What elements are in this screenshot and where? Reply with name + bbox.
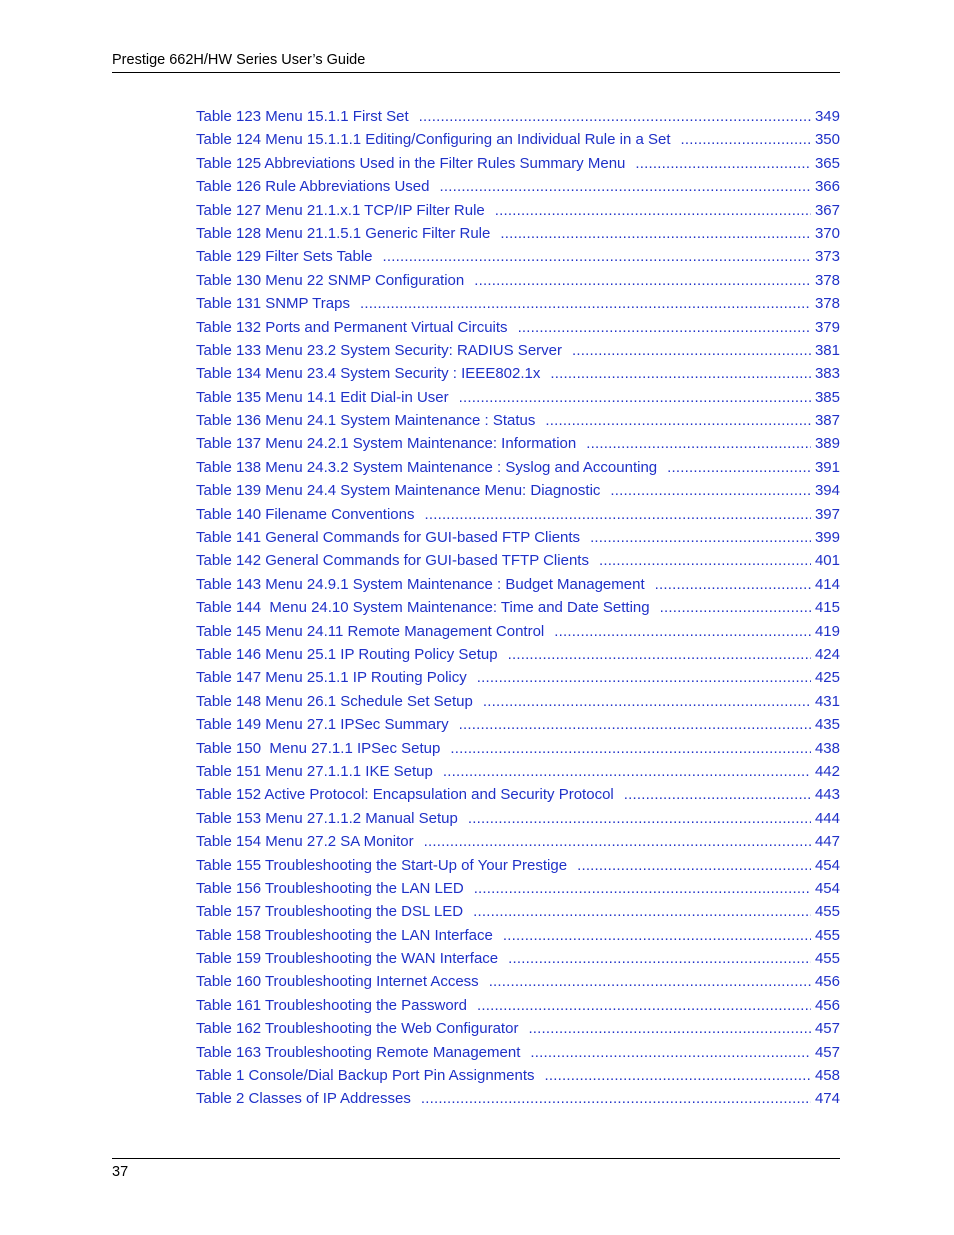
toc-entry-title[interactable]: Table 146 Menu 25.1 IP Routing Policy Setup (196, 645, 498, 663)
toc-entry-title[interactable]: Table 126 Rule Abbreviations Used (196, 178, 430, 196)
page-number: 37 (112, 1164, 129, 1180)
page-header (112, 51, 840, 73)
toc-entry[interactable] (196, 760, 840, 783)
toc-entry-page[interactable]: 455 (814, 926, 840, 944)
toc-entry[interactable] (196, 947, 840, 970)
dot-leader (450, 737, 811, 760)
dot-leader (528, 1017, 811, 1040)
toc-entry-page[interactable]: 370 (814, 224, 840, 242)
toc-entry[interactable] (196, 807, 840, 830)
toc-entry-page[interactable]: 457 (814, 1043, 840, 1061)
toc-entry-page[interactable]: 438 (814, 739, 840, 757)
toc-entry-page[interactable]: 456 (814, 973, 840, 991)
toc-entry[interactable] (196, 339, 840, 362)
dot-leader (500, 222, 811, 245)
toc-entry-page[interactable]: 365 (814, 154, 840, 172)
toc-entry-page[interactable]: 399 (814, 529, 840, 547)
toc-entry-title[interactable]: Table 140 Filename Conventions (196, 505, 415, 523)
toc-entry-title[interactable]: Table 156 Troubleshooting the LAN LED (196, 879, 464, 897)
toc-entry-title[interactable]: Table 149 Menu 27.1 IPSec Summary (196, 716, 449, 734)
dot-leader (477, 994, 811, 1017)
toc-entry-page[interactable]: 379 (814, 318, 840, 336)
toc-entry-title[interactable]: Table 139 Menu 24.4 System Maintenance Menu: Diagnostic (196, 482, 601, 500)
toc-entry[interactable] (196, 316, 840, 339)
dot-leader (459, 386, 811, 409)
dot-leader (590, 526, 811, 549)
toc-entry[interactable] (196, 1041, 840, 1064)
dot-leader (599, 549, 811, 572)
toc-entry-title[interactable]: Table 124 Menu 15.1.1.1 Editing/Configuring an Individual Rule in a Set (196, 131, 671, 149)
dot-leader (508, 643, 811, 666)
toc-entry-title[interactable]: Table 134 Menu 23.4 System Security : IEEE802.1x (196, 365, 541, 383)
dot-leader (667, 456, 811, 479)
toc-entry-page[interactable]: 442 (814, 762, 840, 780)
dot-leader (443, 760, 811, 783)
toc-entry[interactable] (196, 152, 840, 175)
dot-leader (577, 854, 811, 877)
toc-entry[interactable] (196, 409, 840, 432)
toc-entry[interactable] (196, 199, 840, 222)
toc-entry-page[interactable]: 378 (814, 271, 840, 289)
toc-entry-title[interactable]: Table 127 Menu 21.1.x.1 TCP/IP Filter Rule (196, 201, 485, 219)
dot-leader (660, 596, 811, 619)
toc-entry-page[interactable]: 385 (814, 388, 840, 406)
toc-entry-title[interactable]: Table 132 Ports and Permanent Virtual Circuits (196, 318, 508, 336)
toc-entry-page[interactable]: 389 (814, 435, 840, 453)
dot-leader (439, 175, 810, 198)
toc-entry-page[interactable]: 447 (814, 833, 840, 851)
dot-leader (459, 713, 811, 736)
toc-entry[interactable] (196, 1064, 840, 1087)
toc-entry[interactable] (196, 643, 840, 666)
toc-entry-title[interactable]: Table 155 Troubleshooting the Start-Up of Your Prestige (196, 856, 568, 874)
toc-entry-page[interactable]: 431 (814, 692, 840, 710)
dot-leader (483, 690, 811, 713)
toc-entry-title[interactable]: Table 151 Menu 27.1.1.1 IKE Setup (196, 762, 433, 780)
toc-entry[interactable] (196, 222, 840, 245)
dot-leader (474, 269, 811, 292)
dot-leader (550, 362, 811, 385)
toc-entry-title[interactable]: Table 160 Troubleshooting Internet Access (196, 973, 479, 991)
toc-entry-page[interactable]: 454 (814, 856, 840, 874)
toc-entry[interactable] (196, 596, 840, 619)
toc-entry[interactable] (196, 245, 840, 268)
toc-entry[interactable] (196, 362, 840, 385)
toc-entry-title[interactable]: Table 129 Filter Sets Table (196, 248, 373, 266)
dot-leader (383, 245, 811, 268)
toc-entry-title[interactable]: Table 152 Active Protocol: Encapsulation and Security Protocol (196, 786, 614, 804)
toc-entry[interactable] (196, 994, 840, 1017)
toc-entry-title[interactable]: Table 141 General Commands for GUI-based FTP Clients (196, 529, 581, 547)
toc-entry[interactable] (196, 128, 840, 151)
dot-leader (554, 620, 811, 643)
document-title: Prestige 662H/HW Series User’s Guide (112, 52, 366, 68)
toc-entry-page[interactable]: 474 (814, 1090, 840, 1108)
dot-leader (508, 947, 811, 970)
toc-entry-page[interactable]: 435 (814, 716, 840, 734)
toc-entry-title[interactable]: Table 159 Troubleshooting the WAN Interface (196, 950, 499, 968)
toc-entry-title[interactable]: Table 147 Menu 25.1.1 IP Routing Policy (196, 669, 467, 687)
toc-entry-page[interactable]: 455 (814, 950, 840, 968)
toc-entry-page[interactable]: 443 (814, 786, 840, 804)
toc-entry[interactable] (196, 549, 840, 572)
dot-leader (424, 503, 811, 526)
dot-leader (495, 199, 811, 222)
toc-entry[interactable] (196, 666, 840, 689)
toc-entry-title[interactable]: Table 144 Menu 24.10 System Maintenance: Time and Date Setting (196, 599, 650, 617)
toc-entry-page[interactable]: 378 (814, 295, 840, 313)
dot-leader (360, 292, 811, 315)
toc-entry[interactable] (196, 456, 840, 479)
toc-entry-page[interactable]: 454 (814, 879, 840, 897)
toc-entry[interactable] (196, 970, 840, 993)
toc-entry[interactable] (196, 783, 840, 806)
toc-entry-title[interactable]: Table 125 Abbreviations Used in the Filter Rules Summary Menu (196, 154, 626, 172)
toc-entry[interactable] (196, 479, 840, 502)
toc-entry-title[interactable]: Table 136 Menu 24.1 System Maintenance : Status (196, 412, 536, 430)
toc-entry[interactable] (196, 526, 840, 549)
dot-leader (477, 666, 811, 689)
toc-entry-title[interactable]: Table 154 Menu 27.2 SA Monitor (196, 833, 414, 851)
toc-entry[interactable] (196, 386, 840, 409)
toc-entry-page[interactable]: 373 (814, 248, 840, 266)
toc-entry-page[interactable]: 424 (814, 645, 840, 663)
toc-entry-title[interactable]: Table 163 Troubleshooting Remote Management (196, 1043, 521, 1061)
dot-leader (474, 877, 811, 900)
toc-entry-page[interactable]: 444 (814, 809, 840, 827)
toc-entry[interactable] (196, 713, 840, 736)
dot-leader (624, 783, 811, 806)
toc-entry-title[interactable]: Table 135 Menu 14.1 Edit Dial-in User (196, 388, 449, 406)
dot-leader (681, 128, 811, 151)
toc-entry-page[interactable]: 456 (814, 996, 840, 1014)
toc-entry-title[interactable]: Table 145 Menu 24.11 Remote Management Control (196, 622, 545, 640)
toc-entry[interactable] (196, 573, 840, 596)
toc-entry[interactable] (196, 1017, 840, 1040)
toc-entry-page[interactable]: 381 (814, 341, 840, 359)
toc-entry[interactable] (196, 292, 840, 315)
toc-entry[interactable] (196, 924, 840, 947)
dot-leader (489, 970, 811, 993)
dot-leader (545, 409, 811, 432)
toc-entry-title[interactable]: Table 2 Classes of IP Addresses (196, 1090, 411, 1108)
dot-leader (518, 316, 811, 339)
toc-entry-page[interactable]: 397 (814, 505, 840, 523)
toc-entry[interactable] (196, 900, 840, 923)
toc-entry[interactable] (196, 690, 840, 713)
list-of-tables (196, 105, 840, 1111)
toc-entry-title[interactable]: Table 158 Troubleshooting the LAN Interface (196, 926, 493, 944)
dot-leader (586, 432, 811, 455)
toc-entry-page[interactable]: 455 (814, 903, 840, 921)
dot-leader (545, 1064, 811, 1087)
toc-entry-title[interactable]: Table 131 SNMP Traps (196, 295, 350, 313)
toc-entry-page[interactable]: 414 (814, 575, 840, 593)
toc-entry-page[interactable]: 349 (814, 108, 840, 125)
toc-entry-page[interactable]: 387 (814, 412, 840, 430)
toc-entry-title[interactable]: Table 137 Menu 24.2.1 System Maintenance: Information (196, 435, 577, 453)
toc-entry[interactable] (196, 830, 840, 853)
toc-entry-title[interactable]: Table 162 Troubleshooting the Web Configurator (196, 1020, 519, 1038)
toc-entry[interactable] (196, 620, 840, 643)
toc-entry-page[interactable]: 383 (814, 365, 840, 383)
toc-entry[interactable] (196, 503, 840, 526)
toc-entry-page[interactable]: 458 (814, 1067, 840, 1085)
toc-entry[interactable] (196, 1087, 840, 1110)
toc-entry-page[interactable]: 425 (814, 669, 840, 687)
dot-leader (655, 573, 811, 596)
toc-entry-title[interactable]: Table 128 Menu 21.1.5.1 Generic Filter Rule (196, 224, 491, 242)
toc-entry-page[interactable]: 415 (814, 599, 840, 617)
toc-entry[interactable] (196, 432, 840, 455)
toc-entry-page[interactable]: 394 (814, 482, 840, 500)
dot-leader (530, 1041, 811, 1064)
dot-leader (419, 105, 811, 128)
toc-entry-title[interactable]: Table 138 Menu 24.3.2 System Maintenance : Syslog and Accounting (196, 458, 658, 476)
toc-entry[interactable] (196, 877, 840, 900)
toc-entry-title[interactable]: Table 123 Menu 15.1.1 First Set (196, 108, 409, 125)
toc-entry-page[interactable]: 366 (814, 178, 840, 196)
toc-entry[interactable] (196, 737, 840, 760)
toc-entry[interactable] (196, 105, 840, 128)
dot-leader (635, 152, 811, 175)
toc-entry-page[interactable]: 401 (814, 552, 840, 570)
toc-entry-page[interactable]: 367 (814, 201, 840, 219)
toc-entry-page[interactable]: 457 (814, 1020, 840, 1038)
dot-leader (424, 830, 811, 853)
toc-entry-title[interactable]: Table 148 Menu 26.1 Schedule Set Setup (196, 692, 473, 710)
dot-leader (610, 479, 811, 502)
toc-entry-title[interactable]: Table 133 Menu 23.2 System Security: RADIUS Server (196, 341, 562, 359)
toc-entry-page[interactable]: 391 (814, 458, 840, 476)
dot-leader (421, 1087, 811, 1110)
toc-entry[interactable] (196, 269, 840, 292)
toc-entry-title[interactable]: Table 143 Menu 24.9.1 System Maintenance : Budget Management (196, 575, 645, 593)
page-footer (112, 1158, 840, 1181)
toc-entry-title[interactable]: Table 150 Menu 27.1.1 IPSec Setup (196, 739, 441, 757)
toc-entry-title[interactable]: Table 1 Console/Dial Backup Port Pin Assignments (196, 1067, 535, 1085)
toc-entry-page[interactable]: 419 (814, 622, 840, 640)
toc-entry-title[interactable]: Table 153 Menu 27.1.1.2 Manual Setup (196, 809, 458, 827)
dot-leader (468, 807, 811, 830)
toc-entry-title[interactable]: Table 161 Troubleshooting the Password (196, 996, 468, 1014)
dot-leader (572, 339, 811, 362)
toc-entry-page[interactable]: 350 (814, 131, 840, 149)
toc-entry-title[interactable]: Table 142 General Commands for GUI-based TFTP Clients (196, 552, 589, 570)
toc-entry-title[interactable]: Table 157 Troubleshooting the DSL LED (196, 903, 464, 921)
dot-leader (503, 924, 811, 947)
dot-leader (473, 900, 811, 923)
toc-entry-title[interactable]: Table 130 Menu 22 SNMP Configuration (196, 271, 465, 289)
toc-entry[interactable] (196, 854, 840, 877)
toc-entry[interactable] (196, 175, 840, 198)
